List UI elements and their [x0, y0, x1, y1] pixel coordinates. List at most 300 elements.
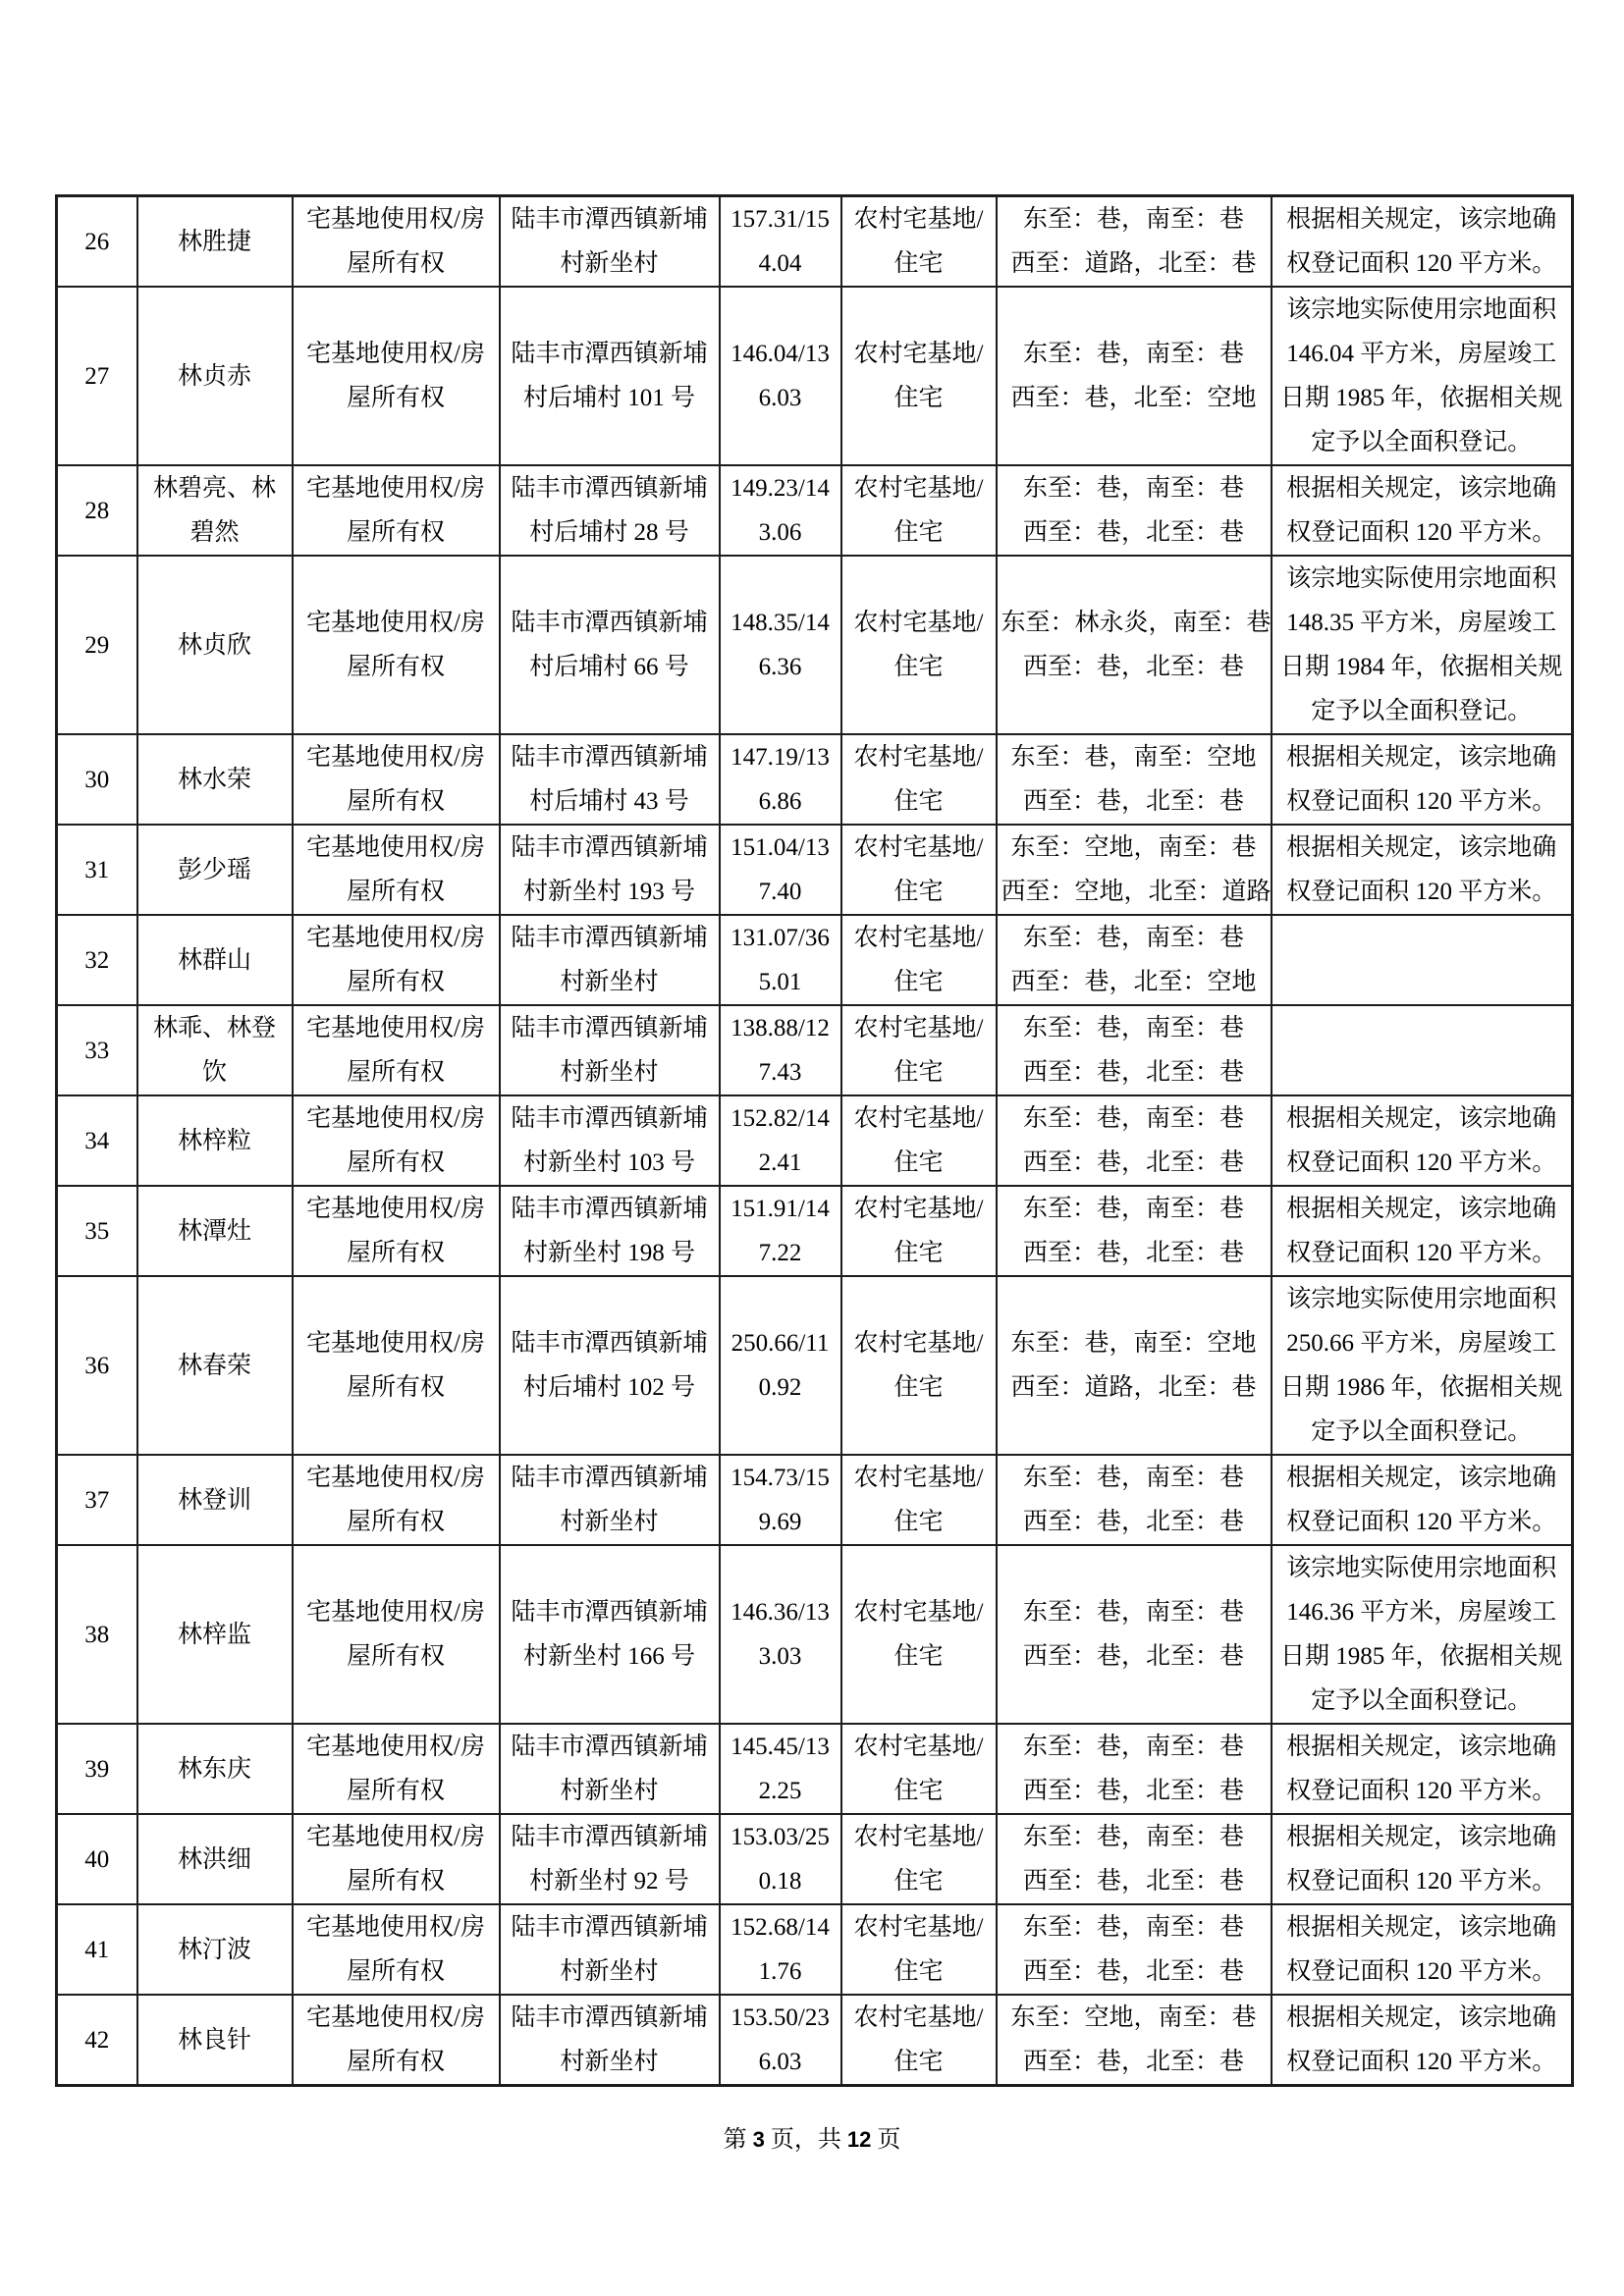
cell-remark [1272, 1455, 1573, 1545]
boundary-east-south: 东至：巷，南至：巷 [1022, 925, 1244, 951]
cell-boundaries [997, 734, 1272, 825]
cell-holder-name [137, 1005, 293, 1095]
rights-type: 宅基地使用权/房屋所有权 [306, 2004, 485, 2075]
cell-boundaries [997, 1904, 1272, 1995]
cell-location [500, 556, 720, 734]
area-value: 149.23/143.06 [731, 475, 830, 546]
cell-location [500, 1276, 720, 1455]
cell-row-number [57, 1814, 137, 1904]
cell-rights-type [293, 1995, 500, 2086]
cell-rights-type [293, 1545, 500, 1724]
boundary-west-north: 西至：巷，北至：巷 [1022, 1958, 1244, 1985]
area-value: 148.35/146.36 [731, 610, 830, 680]
cell-boundaries [997, 1724, 1272, 1814]
holder-name: 林潭灶 [177, 1217, 251, 1245]
cell-remark [1272, 556, 1573, 734]
cell-rights-type [293, 1095, 500, 1186]
cell-area [720, 1995, 841, 2086]
row-number: 31 [84, 856, 110, 883]
cell-usage [841, 1995, 997, 2086]
remark: 该宗地实际使用宗地面积 146.36 平方米，房屋竣工日期 1985 年，依据相关规定予以全面积登记。 [1279, 1555, 1563, 1714]
rights-type: 宅基地使用权/房屋所有权 [306, 1105, 485, 1176]
cell-location [500, 465, 720, 556]
usage: 农村宅基地/住宅 [853, 475, 984, 546]
cell-usage [841, 1724, 997, 1814]
usage: 农村宅基地/住宅 [853, 1105, 984, 1176]
cell-location [500, 734, 720, 825]
location: 陆丰市潭西镇新埔村新坐村 166 号 [511, 1599, 708, 1670]
cell-remark [1272, 1186, 1573, 1276]
remark: 根据相关规定，该宗地确权登记面积 120 平方米。 [1286, 834, 1557, 905]
location: 陆丰市潭西镇新埔村新坐村 198 号 [511, 1196, 708, 1266]
area-value: 152.82/142.41 [731, 1105, 830, 1176]
boundary-west-north: 西至：巷，北至：巷 [1022, 1149, 1244, 1176]
remark: 根据相关规定，该宗地确权登记面积 120 平方米。 [1286, 1465, 1557, 1535]
cell-holder-name [137, 1186, 293, 1276]
cell-usage [841, 556, 997, 734]
location: 陆丰市潭西镇新埔村新坐村 193 号 [511, 834, 708, 905]
area-value: 157.31/154.04 [731, 206, 830, 277]
holder-name: 林洪细 [177, 1845, 251, 1873]
boundary-east-south: 东至：林永炎，南至：巷 [1001, 610, 1272, 636]
footer-label-end: 页 [877, 2127, 901, 2153]
boundary-east-south: 东至：巷，南至：空地 [1010, 744, 1257, 771]
cell-area [720, 1545, 841, 1724]
boundary-east-south: 东至：巷，南至：巷 [1022, 1734, 1244, 1760]
cell-rights-type [293, 734, 500, 825]
cell-rights-type [293, 1186, 500, 1276]
boundary-west-north: 西至：巷，北至：空地 [1010, 969, 1257, 995]
cell-rights-type [293, 1814, 500, 1904]
cell-boundaries [997, 1095, 1272, 1186]
cell-remark [1272, 915, 1573, 1005]
usage: 农村宅基地/住宅 [853, 1196, 984, 1266]
cell-row-number [57, 1276, 137, 1455]
cell-row-number [57, 1545, 137, 1724]
row-number: 42 [84, 2026, 110, 2054]
area-value: 151.04/137.40 [731, 834, 830, 905]
cell-row-number [57, 915, 137, 1005]
cell-usage [841, 1005, 997, 1095]
boundary-east-south: 东至：巷，南至：巷 [1022, 206, 1244, 233]
boundary-west-north: 西至：道路，北至：巷 [1010, 250, 1257, 277]
location: 陆丰市潭西镇新埔村新坐村 92 号 [511, 1824, 708, 1895]
rights-type: 宅基地使用权/房屋所有权 [306, 1330, 485, 1401]
boundary-west-north: 西至：道路，北至：巷 [1010, 1374, 1257, 1401]
location: 陆丰市潭西镇新埔村新坐村 103 号 [511, 1105, 708, 1176]
rights-type: 宅基地使用权/房屋所有权 [306, 1914, 485, 1985]
boundary-east-south: 东至：巷，南至：空地 [1010, 1330, 1257, 1357]
holder-name: 林贞赤 [177, 362, 251, 390]
location: 陆丰市潭西镇新埔村新坐村 [511, 1015, 708, 1086]
holder-name: 林梓粒 [177, 1127, 251, 1154]
cell-usage [841, 915, 997, 1005]
usage: 农村宅基地/住宅 [853, 744, 984, 815]
cell-remark [1272, 1005, 1573, 1095]
cell-area [720, 1276, 841, 1455]
holder-name: 林胜捷 [177, 228, 251, 255]
cell-location [500, 196, 720, 288]
row-number: 26 [84, 228, 110, 255]
row-number: 27 [84, 362, 110, 390]
cell-holder-name [137, 1995, 293, 2086]
row-number: 34 [84, 1127, 110, 1154]
cell-holder-name [137, 287, 293, 465]
cell-rights-type [293, 287, 500, 465]
usage: 农村宅基地/住宅 [853, 1330, 984, 1401]
cell-area [720, 196, 841, 288]
usage: 农村宅基地/住宅 [853, 1015, 984, 1086]
area-value: 131.07/365.01 [731, 925, 830, 995]
boundary-east-south: 东至：巷，南至：巷 [1022, 1465, 1244, 1491]
area-value: 146.36/133.03 [731, 1599, 830, 1670]
cell-row-number [57, 287, 137, 465]
cell-remark [1272, 287, 1573, 465]
table-row [57, 825, 1573, 915]
cell-location [500, 1545, 720, 1724]
rights-type: 宅基地使用权/房屋所有权 [306, 1196, 485, 1266]
cell-remark [1272, 1724, 1573, 1814]
table-row [57, 1005, 1573, 1095]
cell-boundaries [997, 825, 1272, 915]
usage: 农村宅基地/住宅 [853, 2004, 984, 2075]
remark: 根据相关规定，该宗地确权登记面积 120 平方米。 [1286, 1914, 1557, 1985]
boundary-east-south: 东至：空地，南至：巷 [1010, 834, 1257, 861]
usage: 农村宅基地/住宅 [853, 1465, 984, 1535]
cell-remark [1272, 734, 1573, 825]
cell-boundaries [997, 556, 1272, 734]
location: 陆丰市潭西镇新埔村新坐村 [511, 1914, 708, 1985]
boundary-west-north: 西至：巷，北至：巷 [1022, 1643, 1244, 1670]
cell-remark [1272, 1545, 1573, 1724]
cell-area [720, 1904, 841, 1995]
boundary-west-north: 西至：巷，北至：巷 [1022, 519, 1244, 546]
cell-rights-type [293, 556, 500, 734]
cell-area [720, 287, 841, 465]
cell-row-number [57, 1995, 137, 2086]
cell-row-number [57, 1455, 137, 1545]
cell-usage [841, 1276, 997, 1455]
cell-holder-name [137, 825, 293, 915]
cell-row-number [57, 734, 137, 825]
rights-type: 宅基地使用权/房屋所有权 [306, 834, 485, 905]
cell-usage [841, 825, 997, 915]
footer-total-pages: 12 [846, 2127, 872, 2152]
rights-type: 宅基地使用权/房屋所有权 [306, 341, 485, 411]
table-row [57, 1455, 1573, 1545]
boundary-west-north: 西至：空地，北至：道路 [1001, 879, 1272, 905]
holder-name: 林群山 [177, 946, 251, 974]
boundary-west-north: 西至：巷，北至：巷 [1022, 1778, 1244, 1804]
area-value: 146.04/136.03 [731, 341, 830, 411]
cell-holder-name [137, 1904, 293, 1995]
usage: 农村宅基地/住宅 [853, 610, 984, 680]
boundary-west-north: 西至：巷，北至：空地 [1010, 385, 1257, 411]
location: 陆丰市潭西镇新埔村后埔村 101 号 [511, 341, 708, 411]
cell-row-number [57, 1904, 137, 1995]
cell-row-number [57, 196, 137, 288]
boundary-west-north: 西至：巷，北至：巷 [1022, 1059, 1244, 1086]
row-number: 37 [84, 1486, 110, 1514]
cell-usage [841, 1545, 997, 1724]
remark: 根据相关规定，该宗地确权登记面积 120 平方米。 [1286, 744, 1557, 815]
usage: 农村宅基地/住宅 [853, 925, 984, 995]
cell-location [500, 287, 720, 465]
remark: 根据相关规定，该宗地确权登记面积 120 平方米。 [1286, 1734, 1557, 1804]
rights-type: 宅基地使用权/房屋所有权 [306, 206, 485, 277]
boundary-east-south: 东至：巷，南至：巷 [1022, 1824, 1244, 1850]
row-number: 32 [84, 946, 110, 974]
row-number: 40 [84, 1845, 110, 1873]
area-value: 145.45/132.25 [731, 1734, 830, 1804]
cell-holder-name [137, 556, 293, 734]
cell-area [720, 1005, 841, 1095]
cell-rights-type [293, 915, 500, 1005]
cell-row-number [57, 1005, 137, 1095]
boundary-west-north: 西至：巷，北至：巷 [1022, 788, 1244, 815]
cell-area [720, 1724, 841, 1814]
remark: 该宗地实际使用宗地面积 146.04 平方米，房屋竣工日期 1985 年，依据相关规定予以全面积登记。 [1279, 296, 1563, 455]
rights-type: 宅基地使用权/房屋所有权 [306, 1734, 485, 1804]
cell-boundaries [997, 1814, 1272, 1904]
cell-holder-name [137, 465, 293, 556]
cell-usage [841, 734, 997, 825]
cell-area [720, 1814, 841, 1904]
holder-name: 林乖、林登饮 [152, 1015, 276, 1086]
usage: 农村宅基地/住宅 [853, 1824, 984, 1895]
cell-location [500, 1995, 720, 2086]
cell-usage [841, 1455, 997, 1545]
rights-type: 宅基地使用权/房屋所有权 [306, 1599, 485, 1670]
cell-row-number [57, 825, 137, 915]
usage: 农村宅基地/住宅 [853, 341, 984, 411]
cell-holder-name [137, 915, 293, 1005]
cell-area [720, 734, 841, 825]
row-number: 41 [84, 1936, 110, 1963]
usage: 农村宅基地/住宅 [853, 1914, 984, 1985]
cell-boundaries [997, 1995, 1272, 2086]
boundary-east-south: 东至：巷，南至：巷 [1022, 1015, 1244, 1041]
location: 陆丰市潭西镇新埔村后埔村 66 号 [511, 610, 708, 680]
cell-rights-type [293, 1005, 500, 1095]
table-row [57, 556, 1573, 734]
cell-remark [1272, 1904, 1573, 1995]
cell-holder-name [137, 1724, 293, 1814]
cell-holder-name [137, 1814, 293, 1904]
footer-label-mid: 页，共 [770, 2127, 841, 2153]
area-value: 147.19/136.86 [731, 744, 830, 815]
cell-row-number [57, 1095, 137, 1186]
cell-remark [1272, 1095, 1573, 1186]
cell-remark [1272, 465, 1573, 556]
cell-usage [841, 1186, 997, 1276]
cell-location [500, 1005, 720, 1095]
row-number: 30 [84, 766, 110, 793]
area-value: 154.73/159.69 [731, 1465, 830, 1535]
footer-label-page: 第 [723, 2127, 747, 2153]
rights-type: 宅基地使用权/房屋所有权 [306, 1015, 485, 1086]
cell-location [500, 915, 720, 1005]
table-row [57, 1545, 1573, 1724]
holder-name: 林贞欣 [177, 631, 251, 659]
cell-usage [841, 1904, 997, 1995]
location: 陆丰市潭西镇新埔村后埔村 28 号 [511, 475, 708, 546]
cell-boundaries [997, 1455, 1272, 1545]
usage: 农村宅基地/住宅 [853, 1734, 984, 1804]
rights-type: 宅基地使用权/房屋所有权 [306, 610, 485, 680]
boundary-west-north: 西至：巷，北至：巷 [1022, 1240, 1244, 1266]
cell-rights-type [293, 1276, 500, 1455]
boundary-east-south: 东至：巷，南至：巷 [1022, 1914, 1244, 1941]
cell-row-number [57, 1186, 137, 1276]
row-number: 28 [84, 497, 110, 524]
remark: 根据相关规定，该宗地确权登记面积 120 平方米。 [1286, 2004, 1557, 2075]
records-tbody [57, 196, 1573, 2086]
table-row [57, 1276, 1573, 1455]
cell-boundaries [997, 915, 1272, 1005]
cell-area [720, 556, 841, 734]
cell-remark [1272, 825, 1573, 915]
cell-holder-name [137, 1276, 293, 1455]
cell-location [500, 1455, 720, 1545]
rights-type: 宅基地使用权/房屋所有权 [306, 925, 485, 995]
table-row [57, 196, 1573, 288]
cell-area [720, 1455, 841, 1545]
table-row [57, 1186, 1573, 1276]
holder-name: 彭少瑶 [177, 856, 251, 883]
cell-holder-name [137, 1455, 293, 1545]
cell-boundaries [997, 465, 1272, 556]
location: 陆丰市潭西镇新埔村新坐村 [511, 1465, 708, 1535]
row-number: 35 [84, 1217, 110, 1245]
location: 陆丰市潭西镇新埔村新坐村 [511, 2004, 708, 2075]
table-row [57, 1724, 1573, 1814]
cell-location [500, 1904, 720, 1995]
cell-holder-name [137, 1545, 293, 1724]
cell-boundaries [997, 1186, 1272, 1276]
remark: 根据相关规定，该宗地确权登记面积 120 平方米。 [1286, 1824, 1557, 1895]
table-row [57, 1095, 1573, 1186]
holder-name: 林水荣 [177, 766, 251, 793]
row-number: 36 [84, 1352, 110, 1379]
remark: 根据相关规定，该宗地确权登记面积 120 平方米。 [1286, 1105, 1557, 1176]
boundary-west-north: 西至：巷，北至：巷 [1022, 1868, 1244, 1895]
rights-type: 宅基地使用权/房屋所有权 [306, 475, 485, 546]
boundary-east-south: 东至：巷，南至：巷 [1022, 1105, 1244, 1132]
cell-rights-type [293, 825, 500, 915]
cell-holder-name [137, 734, 293, 825]
land-rights-table [55, 194, 1574, 2087]
table-row [57, 915, 1573, 1005]
location: 陆丰市潭西镇新埔村新坐村 [511, 206, 708, 277]
boundary-east-south: 东至：巷，南至：巷 [1022, 1599, 1244, 1626]
row-number: 29 [84, 631, 110, 659]
cell-usage [841, 1814, 997, 1904]
remark: 该宗地实际使用宗地面积 250.66 平方米，房屋竣工日期 1986 年，依据相关规定予以全面积登记。 [1279, 1286, 1563, 1445]
cell-remark [1272, 1276, 1573, 1455]
usage: 农村宅基地/住宅 [853, 1599, 984, 1670]
cell-row-number [57, 465, 137, 556]
table-row [57, 465, 1573, 556]
cell-area [720, 1186, 841, 1276]
cell-row-number [57, 1724, 137, 1814]
row-number: 39 [84, 1755, 110, 1783]
rights-type: 宅基地使用权/房屋所有权 [306, 744, 485, 815]
cell-rights-type [293, 1724, 500, 1814]
holder-name: 林碧亮、林碧然 [152, 475, 276, 546]
cell-area [720, 915, 841, 1005]
cell-remark [1272, 196, 1573, 288]
usage: 农村宅基地/住宅 [853, 834, 984, 905]
remark: 根据相关规定，该宗地确权登记面积 120 平方米。 [1286, 475, 1557, 546]
boundary-west-north: 西至：巷，北至：巷 [1022, 1509, 1244, 1535]
cell-rights-type [293, 1904, 500, 1995]
cell-location [500, 1186, 720, 1276]
rights-type: 宅基地使用权/房屋所有权 [306, 1824, 485, 1895]
boundary-west-north: 西至：巷，北至：巷 [1022, 654, 1244, 680]
cell-usage [841, 1095, 997, 1186]
area-value: 153.03/250.18 [731, 1824, 830, 1895]
cell-holder-name [137, 196, 293, 288]
boundary-east-south: 东至：空地，南至：巷 [1010, 2004, 1257, 2031]
cell-boundaries [997, 1005, 1272, 1095]
table-row [57, 1995, 1573, 2086]
cell-holder-name [137, 1095, 293, 1186]
cell-boundaries [997, 1545, 1272, 1724]
cell-remark [1272, 1814, 1573, 1904]
cell-rights-type [293, 465, 500, 556]
cell-area [720, 825, 841, 915]
cell-row-number [57, 556, 137, 734]
table-row [57, 734, 1573, 825]
cell-area [720, 465, 841, 556]
rights-type: 宅基地使用权/房屋所有权 [306, 1465, 485, 1535]
holder-name: 林登训 [177, 1486, 251, 1514]
area-value: 153.50/236.03 [731, 2004, 830, 2075]
boundary-east-south: 东至：巷，南至：巷 [1022, 475, 1244, 502]
area-value: 250.66/110.92 [731, 1330, 830, 1401]
table-row [57, 1904, 1573, 1995]
cell-boundaries [997, 287, 1272, 465]
holder-name: 林汀波 [177, 1936, 251, 1963]
cell-location [500, 1724, 720, 1814]
location: 陆丰市潭西镇新埔村后埔村 102 号 [511, 1330, 708, 1401]
footer-current-page: 3 [752, 2127, 765, 2152]
cell-boundaries [997, 196, 1272, 288]
boundary-east-south: 东至：巷，南至：巷 [1022, 1196, 1244, 1222]
cell-location [500, 1095, 720, 1186]
row-number: 38 [84, 1621, 110, 1648]
cell-location [500, 825, 720, 915]
cell-rights-type [293, 1455, 500, 1545]
table-row [57, 1814, 1573, 1904]
area-value: 151.91/147.22 [731, 1196, 830, 1266]
area-value: 152.68/141.76 [731, 1914, 830, 1985]
cell-remark [1272, 1995, 1573, 2086]
cell-usage [841, 196, 997, 288]
location: 陆丰市潭西镇新埔村后埔村 43 号 [511, 744, 708, 815]
cell-area [720, 1095, 841, 1186]
table-row [57, 287, 1573, 465]
location: 陆丰市潭西镇新埔村新坐村 [511, 1734, 708, 1804]
area-value: 138.88/127.43 [731, 1015, 830, 1086]
location: 陆丰市潭西镇新埔村新坐村 [511, 925, 708, 995]
cell-boundaries [997, 1276, 1272, 1455]
cell-usage [841, 287, 997, 465]
holder-name: 林梓监 [177, 1621, 251, 1648]
holder-name: 林良针 [177, 2026, 251, 2054]
page-footer [0, 2122, 1624, 2158]
